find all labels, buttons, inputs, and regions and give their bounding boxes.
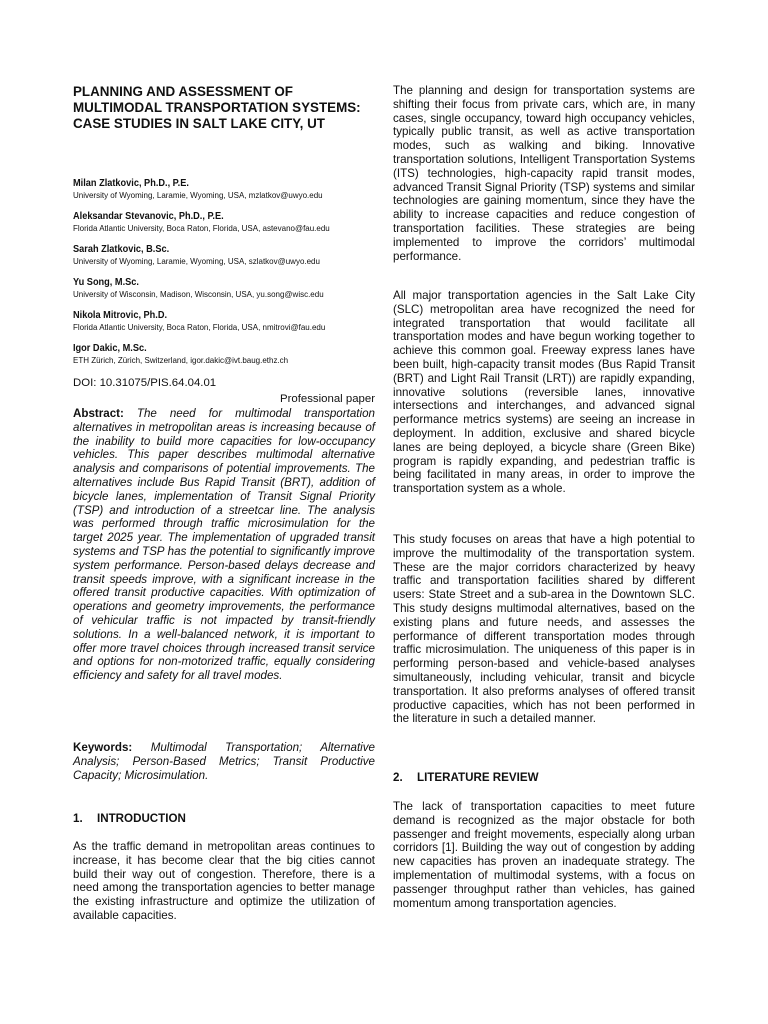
section-number: 2. bbox=[393, 771, 403, 784]
author-entry bbox=[73, 343, 383, 366]
section-title: LITERATURE REVIEW bbox=[417, 771, 539, 784]
author-entry bbox=[73, 310, 383, 333]
author-name: Aleksandar Stevanovic, Ph.D., P.E. bbox=[73, 211, 224, 222]
section-number: 1. bbox=[73, 812, 83, 825]
author-affiliation: ETH Zürich, Zürich, Switzerland, igor.dakic@ivt.baug.ethz.ch bbox=[73, 355, 289, 365]
keywords-label: Keywords: bbox=[73, 741, 133, 754]
author-name: Sarah Zlatkovic, B.Sc. bbox=[73, 244, 170, 255]
author-entry bbox=[73, 211, 383, 234]
paragraph: The planning and design for transportation systems are shifting their focus from private cars, which are, in many cases, single occupancy, toward high occupancy vehicles, typically public transit, as well as active transportation modes, such as walking and biking. Innovative transportation solutions, Intelligent Transportation Systems (ITS) technologies, high-capacity rapid transit modes, advanced Transit Signal Priority (TSP) systems and similar technologies are gaining momentum, since they have the ability to increase capacities and reduce congestion of transportation facilities. These strategies are being implemented to improve the corridors’ multimodal performance. bbox=[393, 84, 695, 263]
section-heading-literature-review bbox=[393, 771, 539, 784]
paper-type: Professional paper bbox=[280, 393, 375, 405]
paper-title: PLANNING AND ASSESSMENT OF MULTIMODAL TRANSPORTATION SYSTEMS: CASE STUDIES IN SALT LAKE CITY, UT bbox=[73, 84, 361, 131]
author-name: Igor Dakic, M.Sc. bbox=[73, 343, 147, 354]
paragraph: The lack of transportation capacities to meet future demand is recognized as the major obstacle for both passenger and freight movements, especially along urban corridors [1]. Building the way out of congestion by adding new capacities has proven an inadequate strategy. The implementation of multimodal systems, with a focus on passenger throughput rather than vehicles, has gained momentum among transportation agencies. bbox=[393, 800, 695, 910]
author-entry bbox=[73, 277, 383, 300]
paragraph: All major transportation agencies in the Salt Lake City (SLC) metropolitan area have recognized the need for integrated transportation that would facilitate all transportation modes and have begun working together to achieve this common goal. Freeway express lanes have been built, high-capacity transit modes (Bus Rapid Transit (BRT) and Light Rail Transit (LRT)) are rapidly expanding, innovative solutions (reversible lanes, innovative intersections and interchanges, and advanced signal performance metrics systems) are seeing an increase in deployment. In addition, exclusive and shared bicycle lanes are being deployed, a bicycle share (Green Bike) program is rapidly expanding, and pedestrian traffic is being facilitated in many areas, in order to improve the transportation system as a whole. bbox=[393, 289, 695, 496]
keywords bbox=[73, 741, 375, 782]
keywords-text: Multimodal Transportation; Alternative Analysis; Person-Based Metrics; Transit Productive Capacity; Microsimulation. bbox=[73, 741, 375, 782]
author-entry bbox=[73, 178, 383, 201]
author-name: Nikola Mitrovic, Ph.D. bbox=[73, 310, 168, 321]
author-entry bbox=[73, 244, 383, 267]
author-affiliation: University of Wisconsin, Madison, Wisconsin, USA, yu.song@wisc.edu bbox=[73, 289, 324, 299]
section-heading-introduction bbox=[73, 812, 186, 825]
section-title: INTRODUCTION bbox=[97, 812, 186, 825]
author-name: Yu Song, M.Sc. bbox=[73, 277, 139, 288]
author-name: Milan Zlatkovic, Ph.D., P.E. bbox=[73, 178, 189, 189]
author-affiliation: Florida Atlantic University, Boca Raton, Florida, USA, astevano@fau.edu bbox=[73, 223, 330, 233]
abstract-label: Abstract: bbox=[73, 407, 124, 420]
author-affiliation: University of Wyoming, Laramie, Wyoming, USA, mzlatkov@uwyo.edu bbox=[73, 190, 323, 200]
doi[interactable]: DOI: 10.31075/PIS.64.04.01 bbox=[73, 377, 217, 389]
author-affiliation: University of Wyoming, Laramie, Wyoming, USA, szlatkov@uwyo.edu bbox=[73, 256, 320, 266]
paragraph: This study focuses on areas that have a high potential to improve the multimodality of the transportation system. These are the major corridors characterized by heavy traffic and transportation facilities shared by different users: State Street and a sub-area in the Downtown SLC. This study designs multimodal alternatives, based on the existing plans and future needs, and assesses the performance of different transportation modes through traffic microsimulation. The uniqueness of this paper is in performing person-based and vehicle-based analyses simultaneously, including vehicular, transit and bicycle transportation. It also preforms analyses of offered transit productive capacities, which has not been performed in the literature in such a detailed manner. bbox=[393, 533, 695, 726]
author-affiliation: Florida Atlantic University, Boca Raton, Florida, USA, nmitrovi@fau.edu bbox=[73, 322, 326, 332]
abstract-text: The need for multimodal transportation alternatives in metropolitan areas is increasing because of the inability to build more capacities for low-occupancy vehicles. This paper describes multimodal alternative analysis and comparisons of potential improvements. The alternatives include Bus Rapid Transit (BRT), addition of bicycle lanes, implementation of Transit Signal Priority (TSP) and introduction of a streetcar line. The analysis was performed through traffic microsimulation for the target 2025 year. The implementation of upgraded transit systems and TSP has the potential to significantly improve system performance. Person-based delays decrease and transit speeds improve, with a significant increase in the offered transit productive capacities. With optimization of operations and geometry improvements, the performance of vehicular traffic is not impacted by transit-friendly solutions. In a well-balanced network, it is important to offer more travel choices through increased transit service and options for non-motorized traffic, equally considering efficiency and safety for all travel modes. bbox=[73, 407, 375, 683]
paragraph: As the traffic demand in metropolitan areas continues to increase, it has become clear that the big cities cannot build their way out of congestion. Therefore, there is a need among the transportation agencies to better manage the existing infrastructure and optimize the utilization of available capacities. bbox=[73, 840, 375, 922]
abstract bbox=[73, 407, 375, 683]
